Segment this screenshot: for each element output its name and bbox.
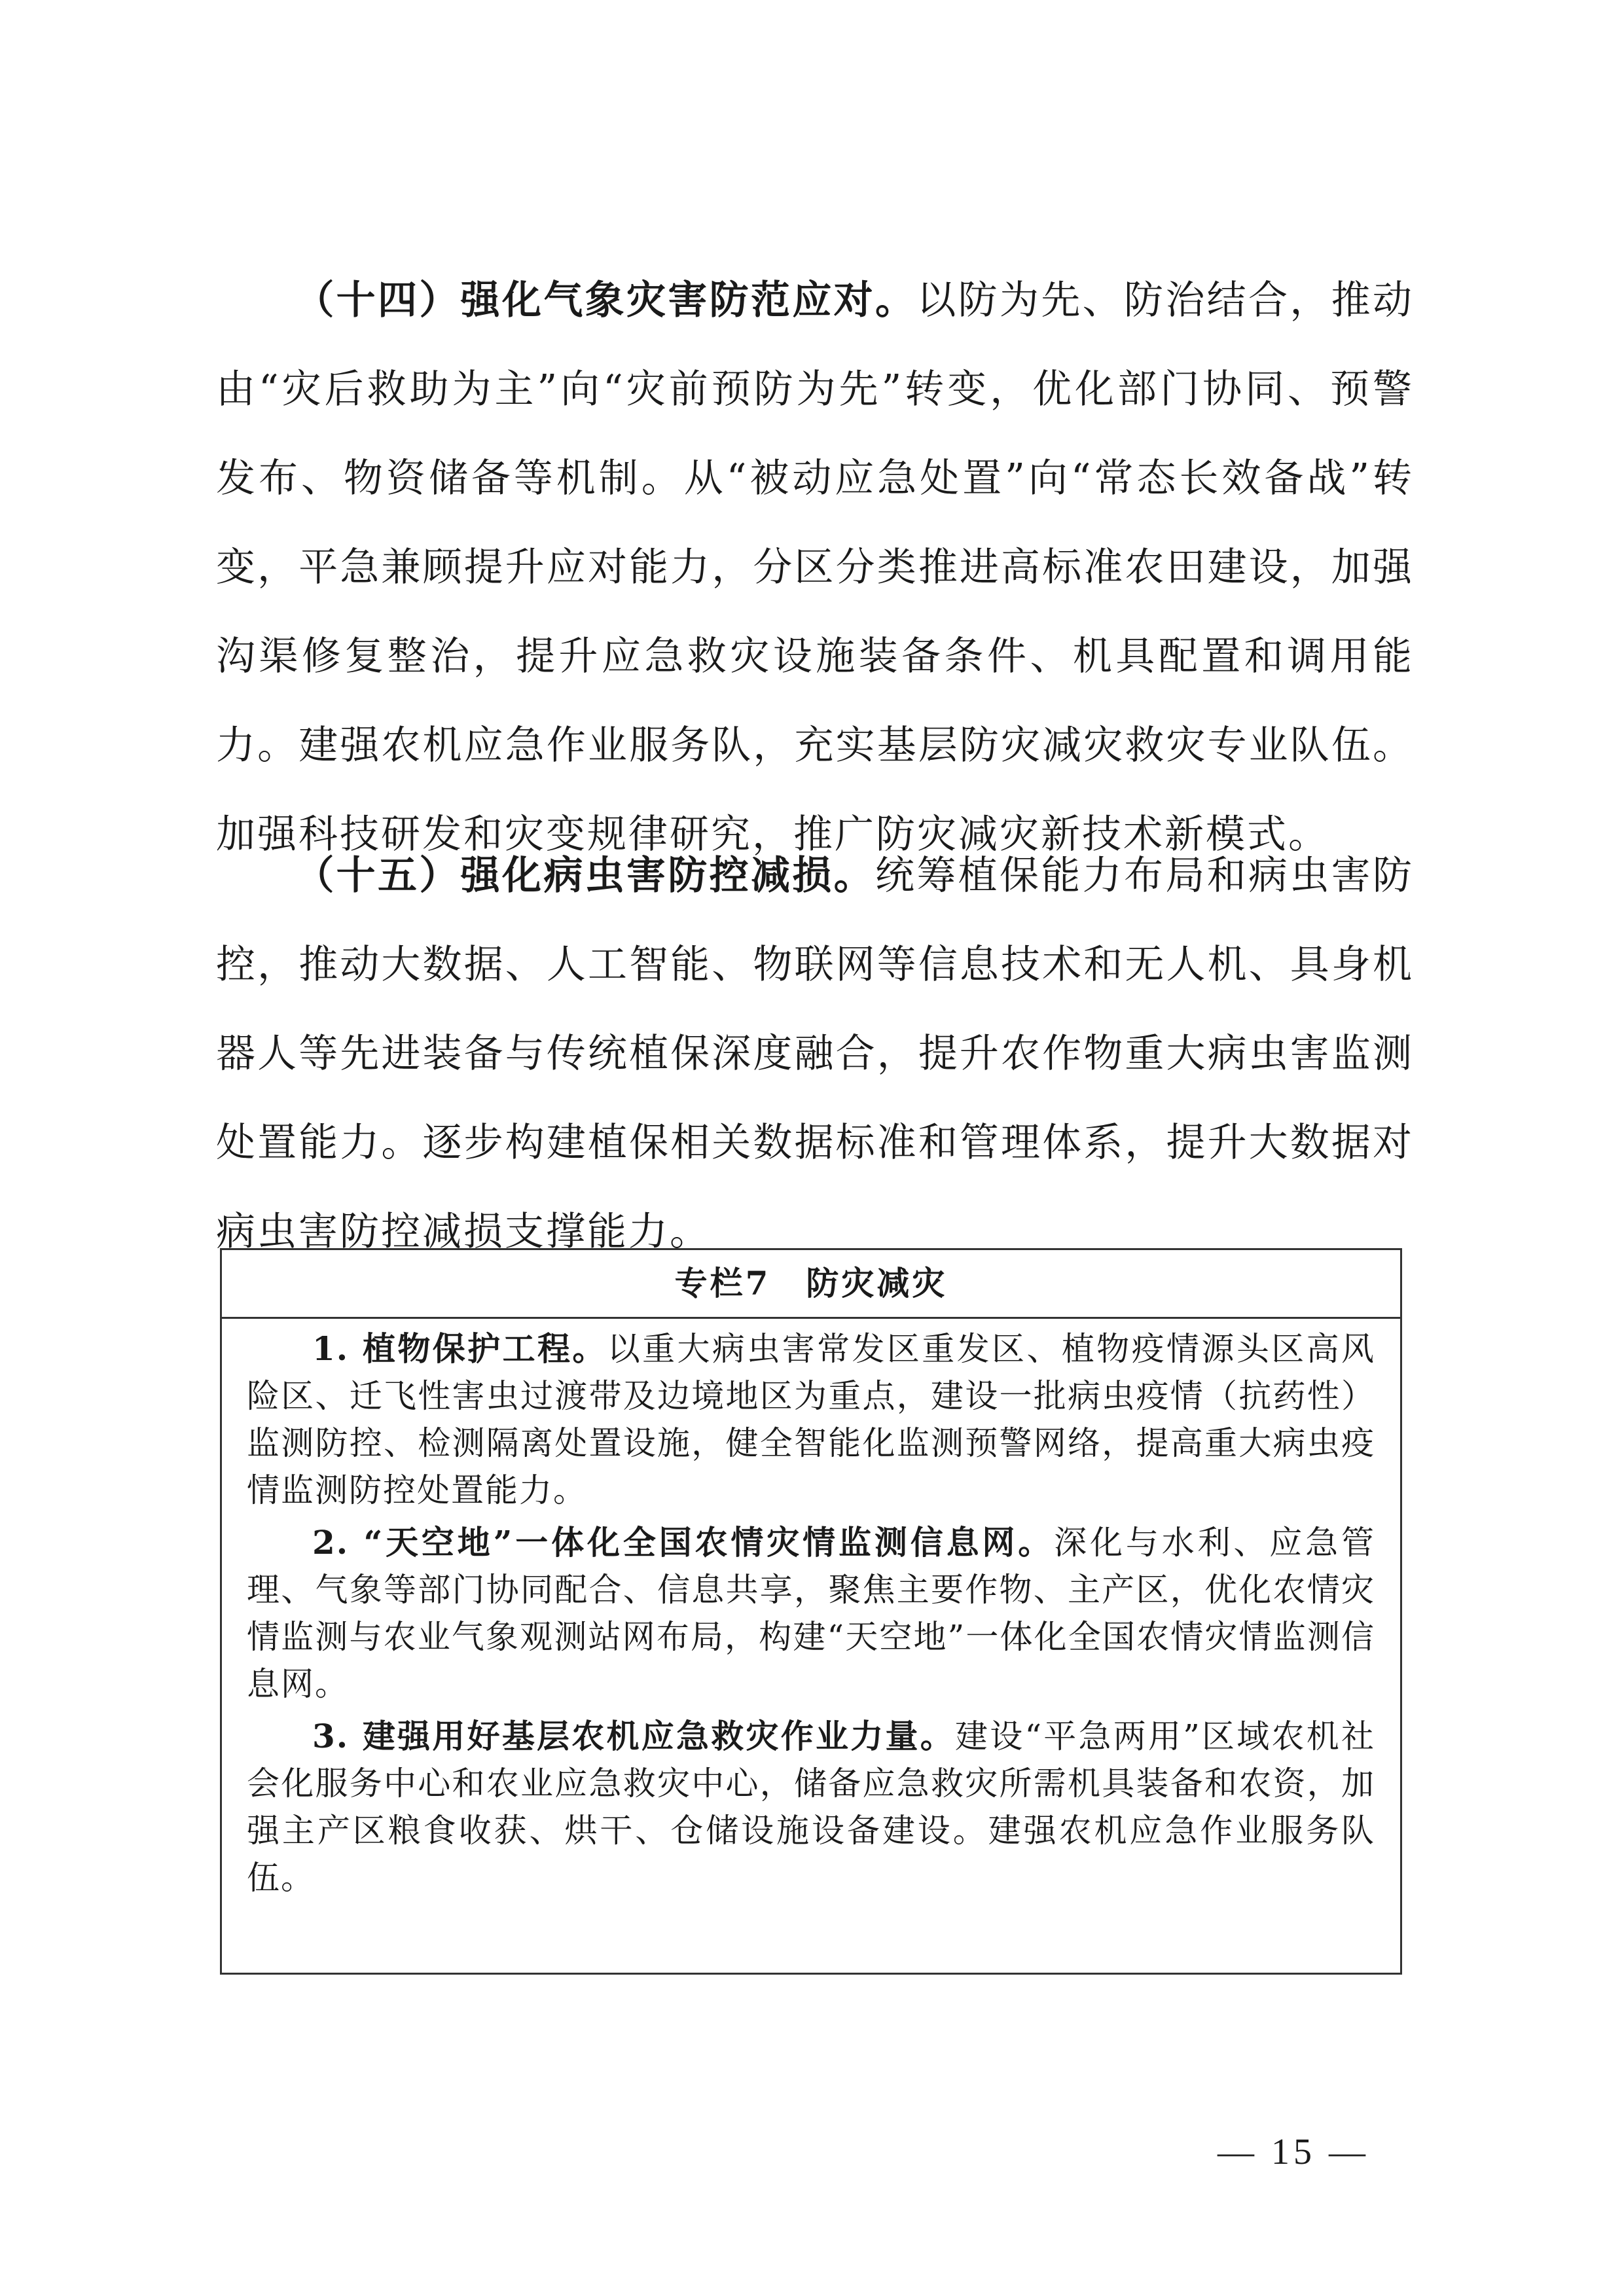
paragraph-section-14 (216, 256, 1414, 879)
section-body-14: 以防为先、防治结合，推动由“灾后救助为主”向“灾前预防为先”转变，优化部门协同、预警发布、物资储备等机制。从“被动应急处置”向“常态长效备战”转变，平急兼顾提升应对能力，分区分类推进高标准农田建设，加强沟渠修复整治，提升应急救灾设施装备条件、机具配置和调用能力。建强农机应急作业服务队，充实基层防灾减灾救灾专业队伍。加强科技研发和灾变规律研究，推广防灾减灾新技术新模式。 (216, 278, 1415, 857)
paragraph-section-15 (216, 831, 1414, 1276)
feature-item-2-heading: 2. “天空地”一体化全国农情灾情监测信息网。 (312, 1523, 1055, 1562)
feature-item-2-body: 深化与水利、应急管理、气象等部门协同配合、信息共享，聚焦主要作物、主产区，优化农情灾情监测与农业气象观测站网布局，构建“天空地”一体化全国农情灾情监测信息网。 (247, 1524, 1376, 1703)
feature-box-title: 专栏7 防灾减灾 (222, 1250, 1400, 1319)
feature-box (220, 1248, 1402, 1975)
feature-item-1 (247, 1325, 1375, 1514)
feature-item-3 (247, 1713, 1375, 1901)
page-number: — 15 — (1218, 2132, 1369, 2172)
section-heading-15: （十五）强化病虫害防控减损。 (295, 853, 875, 899)
feature-item-1-body: 以重大病虫害常发区重发区、植物疫情源头区高风险区、迁飞性害虫过渡带及边境地区为重点，建设一批病虫疫情（抗药性）监测防控、检测隔离处置设施，健全智能化监测预警网络，提高重大病虫疫情监测防控处置能力。 (247, 1330, 1375, 1509)
feature-item-1-heading: 1. 植物保护工程。 (312, 1329, 607, 1368)
feature-item-3-heading: 3. 建强用好基层农机应急救灾作业力量。 (312, 1717, 955, 1755)
feature-item-3-body: 建设“平急两用”区域农机社会化服务中心和农业应急救灾中心，储备应急救灾所需机具装备和农资，加强主产区粮食收获、烘干、仓储设施设备建设。建强农机应急作业服务队伍。 (247, 1717, 1375, 1897)
section-heading-14: （十四）强化气象灾害防范应对。 (295, 278, 917, 323)
section-body-15: 统筹植保能力布局和病虫害防控，推动大数据、人工智能、物联网等信息技术和无人机、具身机器人等先进装备与传统植保深度融合，提升农作物重大病虫害监测处置能力。逐步构建植保相关数据标准和管理体系，提升大数据对病虫害防控减损支撑能力。 (216, 853, 1414, 1255)
feature-item-2 (247, 1519, 1375, 1708)
feature-box-body (222, 1319, 1400, 1901)
